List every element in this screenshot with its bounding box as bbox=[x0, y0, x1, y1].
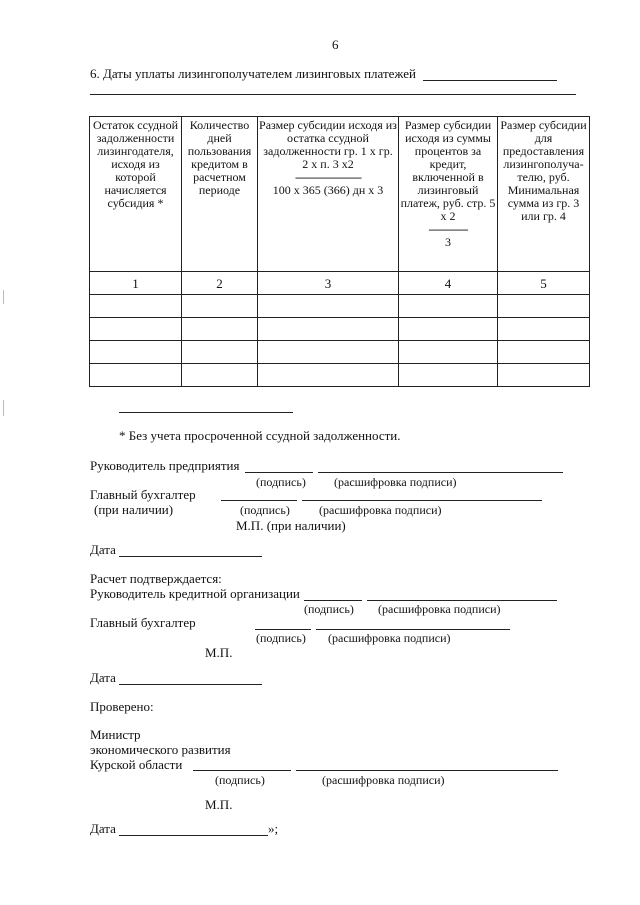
signature-caption: (подпись) bbox=[304, 602, 354, 616]
closing-quote: »; bbox=[268, 821, 279, 836]
signature-caption: (подпись) bbox=[256, 475, 306, 489]
credit-org-accountant-label: Главный бухгалтер bbox=[90, 615, 196, 630]
minister-signature-line[interactable] bbox=[193, 770, 291, 771]
footnote: * Без учета просроченной ссудной задолженности. bbox=[119, 428, 401, 443]
credit-org-name-line[interactable] bbox=[367, 600, 557, 601]
minister-title-line2: экономического развития bbox=[90, 742, 231, 757]
column-number: 5 bbox=[498, 272, 590, 295]
header-col1: Остаток ссудной задолженности лизингодателя, исходя из которой начисляется субсидия * bbox=[90, 117, 182, 272]
checked-heading: Проверено: bbox=[90, 699, 154, 714]
credit-org-accountant-signature-line[interactable] bbox=[255, 629, 311, 630]
table-cell[interactable] bbox=[399, 318, 498, 341]
signature-caption: (подпись) bbox=[256, 631, 306, 645]
accountant-name-line[interactable] bbox=[302, 500, 542, 501]
table-row bbox=[90, 341, 590, 364]
header-col3-text: Размер субсидии исходя из остатка ссудной задолженности гр. 1 х гр. 2 х п. 3 х2 bbox=[259, 118, 397, 171]
minister-title-line1: Министр bbox=[90, 727, 141, 742]
table-cell[interactable] bbox=[90, 318, 182, 341]
table-cell[interactable] bbox=[182, 341, 258, 364]
section6-fill-line[interactable] bbox=[423, 80, 557, 81]
credit-org-head-label: Руководитель кредитной организации bbox=[90, 586, 300, 601]
director-label: Руководитель предприятия bbox=[90, 458, 240, 473]
header-col3 bbox=[258, 117, 399, 272]
header-col3-denominator: 100 х 365 (366) дн х 3 bbox=[272, 183, 384, 197]
scan-edge-mark bbox=[3, 290, 4, 304]
column-number: 2 bbox=[182, 272, 258, 295]
table-cell[interactable] bbox=[182, 318, 258, 341]
stamp-place: М.П. (при наличии) bbox=[236, 518, 346, 533]
confirmation-heading: Расчет подтверждается: bbox=[90, 571, 222, 586]
section6-fill-line-2[interactable] bbox=[90, 94, 576, 95]
table-cell[interactable] bbox=[498, 295, 590, 318]
table-cell[interactable] bbox=[258, 295, 399, 318]
chief-accountant-label: Главный бухгалтер bbox=[90, 487, 196, 502]
name-caption: (расшифровка подписи) bbox=[334, 475, 457, 489]
accountant-signature-line[interactable] bbox=[221, 500, 297, 501]
header-col4 bbox=[399, 117, 498, 272]
table-cell[interactable] bbox=[182, 364, 258, 387]
column-number: 4 bbox=[399, 272, 498, 295]
credit-org-signature-line[interactable] bbox=[304, 600, 362, 601]
table-row bbox=[90, 295, 590, 318]
footnote-separator bbox=[119, 412, 293, 413]
name-caption: (расшифровка подписи) bbox=[322, 773, 445, 787]
table-cell[interactable] bbox=[90, 341, 182, 364]
date-label: Дата bbox=[90, 542, 116, 557]
page-number: 6 bbox=[332, 37, 339, 52]
header-col4-text: Размер субсидии исходя из суммы процентов за кредит, включенной в лизинговый платеж, руб. стр. 5 х 2 bbox=[400, 118, 496, 223]
name-caption: (расшифровка подписи) bbox=[319, 503, 442, 517]
header-col4-dashes: ------------- bbox=[428, 223, 468, 236]
table-cell[interactable] bbox=[90, 295, 182, 318]
column-number: 1 bbox=[90, 272, 182, 295]
header-col5: Размер субсидии для предоставления лизингополуча- телю, руб. Минимальная сумма из гр. 3 или гр. 4 bbox=[498, 117, 590, 272]
director-name-line[interactable] bbox=[318, 472, 563, 473]
header-col4-denominator: 3 bbox=[445, 235, 451, 249]
column-number: 3 bbox=[258, 272, 399, 295]
signature-caption: (подпись) bbox=[215, 773, 265, 787]
scan-edge-mark bbox=[3, 400, 4, 416]
minister-title-line3: Курской области bbox=[90, 757, 183, 772]
credit-org-accountant-name-line[interactable] bbox=[316, 629, 510, 630]
name-caption: (расшифровка подписи) bbox=[378, 602, 501, 616]
table-row bbox=[90, 364, 590, 387]
table-cell[interactable] bbox=[399, 364, 498, 387]
date-line[interactable] bbox=[119, 684, 262, 685]
date-label: Дата bbox=[90, 670, 116, 685]
section6-title: 6. Даты уплаты лизингополучателем лизинговых платежей bbox=[90, 66, 416, 81]
table-cell[interactable] bbox=[498, 318, 590, 341]
table-cell[interactable] bbox=[498, 364, 590, 387]
stamp-place: М.П. bbox=[205, 797, 233, 812]
subsidy-table bbox=[89, 116, 590, 387]
minister-name-line[interactable] bbox=[296, 770, 558, 771]
table-cell[interactable] bbox=[182, 295, 258, 318]
table-cell[interactable] bbox=[258, 341, 399, 364]
stamp-place: М.П. bbox=[205, 645, 233, 660]
chief-accountant-note: (при наличии) bbox=[94, 502, 174, 517]
date-line[interactable] bbox=[119, 835, 268, 836]
date-label: Дата bbox=[90, 821, 116, 836]
table-cell[interactable] bbox=[498, 341, 590, 364]
table-header-row bbox=[90, 117, 590, 272]
header-col3-dashes: ---------------------- bbox=[295, 171, 361, 184]
director-signature-line[interactable] bbox=[245, 472, 313, 473]
table-cell[interactable] bbox=[258, 318, 399, 341]
name-caption: (расшифровка подписи) bbox=[328, 631, 451, 645]
table-cell[interactable] bbox=[399, 341, 498, 364]
signature-caption: (подпись) bbox=[240, 503, 290, 517]
header-col2: Количество дней пользования кредитом в расчетном периоде bbox=[182, 117, 258, 272]
table-row bbox=[90, 318, 590, 341]
table-cell[interactable] bbox=[399, 295, 498, 318]
date-line[interactable] bbox=[119, 556, 262, 557]
table-cell[interactable] bbox=[90, 364, 182, 387]
table-column-numbers-row bbox=[90, 272, 590, 295]
table-cell[interactable] bbox=[258, 364, 399, 387]
